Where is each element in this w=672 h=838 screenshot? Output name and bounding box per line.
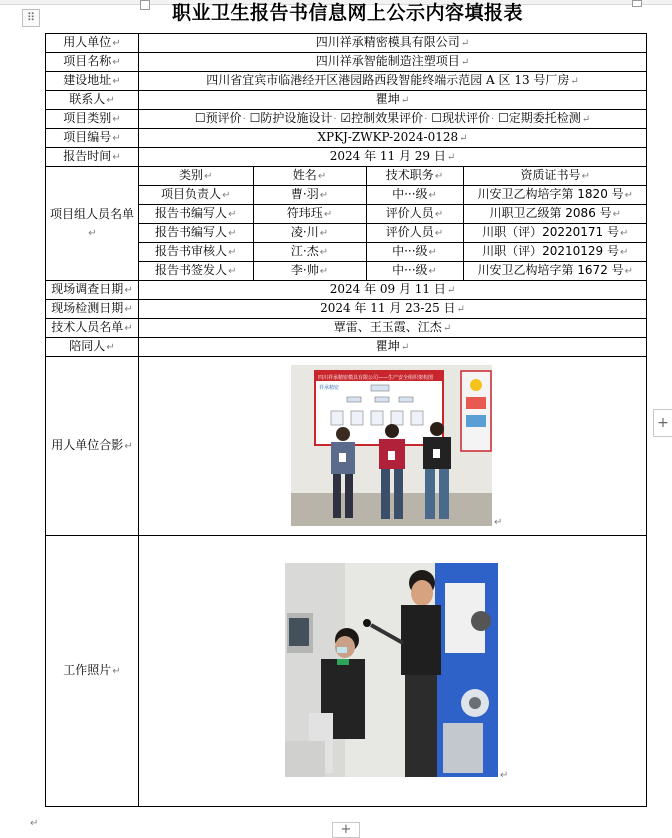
- employer-value[interactable]: 四川祥承精密模具有限公司↵: [139, 34, 647, 53]
- row-tech-staff: [46, 319, 647, 338]
- document-title: 职业卫生报告书信息网上公示内容填报表: [172, 2, 524, 24]
- add-column-icon[interactable]: +: [653, 409, 672, 437]
- work-photo-label: 工作照片↵: [46, 536, 139, 807]
- accompany-value[interactable]: 瞿坤↵: [139, 338, 647, 357]
- group-photo[interactable]: [291, 365, 492, 526]
- team-row: [139, 243, 647, 262]
- test-date-label: 现场检测日期↵: [46, 300, 139, 319]
- team-member-name[interactable]: 符玮珏↵: [253, 205, 366, 224]
- team-member-certificate[interactable]: 川职（评）20210129 号↵: [463, 243, 647, 262]
- team-member-name[interactable]: 凌·川↵: [253, 224, 366, 243]
- work-photo[interactable]: [285, 563, 498, 777]
- add-row-icon[interactable]: +: [332, 822, 360, 838]
- group-photo-image: [291, 365, 492, 526]
- document-title-clip: [0, 0, 672, 26]
- row-survey-date: [46, 281, 647, 300]
- team-member-certificate[interactable]: 川职卫乙级第 2086 号↵: [463, 205, 647, 224]
- team-row: [139, 205, 647, 224]
- team-member-certificate[interactable]: 川安卫乙构培字第 1672 号↵: [477, 263, 634, 277]
- paragraph-mark-icon: ↵: [494, 517, 503, 528]
- team-member-title[interactable]: 评价人员↵: [366, 205, 463, 224]
- board-logo: 祥承精密: [319, 385, 340, 391]
- category-option-control-effect[interactable]: ☑控制效果评价: [340, 111, 424, 125]
- address-value[interactable]: 四川省宜宾市临港经开区港园路西段智能终端示范园 A 区 13 号厂房↵: [139, 72, 647, 91]
- team-row: [139, 186, 647, 205]
- team-row: [139, 224, 647, 243]
- team-role[interactable]: 项目负责人↵: [139, 186, 253, 205]
- accompany-label: 陪同人↵: [46, 338, 139, 357]
- team-member-name[interactable]: 李·帅↵: [253, 262, 366, 281]
- team-cell: [139, 167, 647, 281]
- disclosure-table: [45, 33, 647, 807]
- project-name-label: 项目名称↵: [46, 53, 139, 72]
- row-employer: [46, 34, 647, 53]
- team-member-certificate[interactable]: 川职（评）20220171 号↵: [463, 224, 647, 243]
- row-report-time: [46, 148, 647, 167]
- team-member-title[interactable]: 中···级↵: [366, 243, 463, 262]
- team-member-certificate[interactable]: 川安卫乙构培字第 1820 号↵: [463, 186, 647, 205]
- tech-staff-label: 技术人员名单↵: [46, 319, 139, 338]
- contact-label: 联系人↵: [46, 91, 139, 110]
- work-photo-image: [285, 563, 498, 777]
- team-row: [139, 262, 647, 281]
- team-member-title[interactable]: 中···级↵: [366, 262, 463, 281]
- team-table: [139, 167, 647, 280]
- checkbox-icon[interactable]: ☐: [249, 111, 261, 125]
- row-group-photo: [46, 357, 647, 536]
- category-options: ☐预评价· ☐防护设施设计· ☑控制效果评价· ☐现状评价· ☐定期委托检测↵: [139, 110, 647, 129]
- team-header-title: 技术职务↵: [366, 167, 463, 186]
- team-role[interactable]: 报告书签发人↵: [139, 262, 253, 281]
- work-photo-cell: [139, 536, 647, 807]
- row-contact: [46, 91, 647, 110]
- team-role[interactable]: 报告书审核人↵: [139, 243, 253, 262]
- table-move-icon[interactable]: ⠿: [22, 9, 40, 27]
- row-work-photo: [46, 536, 647, 807]
- category-option-pre-evaluation[interactable]: ☐预评价: [194, 111, 242, 125]
- team-header-category: 类别↵: [139, 167, 253, 186]
- team-header-row: [139, 167, 647, 186]
- category-option-periodic-testing[interactable]: ☐定期委托检测: [498, 111, 581, 125]
- tech-staff-value[interactable]: 覃雷、王玉霞、江杰↵: [139, 319, 647, 338]
- row-category: [46, 110, 647, 129]
- team-role[interactable]: 报告书编写人↵: [139, 224, 253, 243]
- checkbox-icon[interactable]: ☐: [431, 111, 442, 125]
- project-name-value[interactable]: 四川祥承智能制造注塑项目↵: [139, 53, 647, 72]
- team-member-name[interactable]: 江·杰↵: [253, 243, 366, 262]
- paragraph-mark-icon: ↵: [30, 818, 39, 829]
- report-time-value[interactable]: 2024 年 11 月 29 日↵: [139, 148, 647, 167]
- team-member-name[interactable]: 曹·羽↵: [253, 186, 366, 205]
- team-header-certificate: 资质证书号↵: [463, 167, 647, 186]
- checkbox-icon[interactable]: ☐: [194, 111, 206, 125]
- team-header-name: 姓名↵: [253, 167, 366, 186]
- team-member-title[interactable]: 评价人员↵: [366, 224, 463, 243]
- group-photo-cell: [139, 357, 647, 536]
- contact-value[interactable]: 瞿坤↵: [139, 91, 647, 110]
- paragraph-mark-icon: ↵: [500, 770, 509, 781]
- row-test-date: [46, 300, 647, 319]
- team-role[interactable]: 报告书编写人↵: [139, 205, 253, 224]
- project-no-label: 项目编号↵: [46, 129, 139, 148]
- report-time-label: 报告时间↵: [46, 148, 139, 167]
- checkbox-icon[interactable]: ☐: [498, 111, 509, 125]
- row-team: [46, 167, 647, 281]
- board-title: 四川祥承精密模具有限公司——生产安全组织架构图: [318, 375, 434, 381]
- team-label: 项目组人员名单↵: [46, 167, 139, 281]
- row-address: [46, 72, 647, 91]
- test-date-value[interactable]: 2024 年 11 月 23-25 日↵: [139, 300, 647, 319]
- row-project-name: [46, 53, 647, 72]
- category-option-status-evaluation[interactable]: ☐现状评价: [431, 111, 490, 125]
- address-label: 建设地址↵: [46, 72, 139, 91]
- employer-label: 用人单位↵: [46, 34, 139, 53]
- category-label: 项目类别↵: [46, 110, 139, 129]
- check-icon[interactable]: ☑: [340, 111, 352, 125]
- team-member-title[interactable]: 中···级↵: [366, 186, 463, 205]
- survey-date-label: 现场调查日期↵: [46, 281, 139, 300]
- group-photo-label: 用人单位合影↵: [46, 357, 139, 536]
- row-accompany: [46, 338, 647, 357]
- project-no-value[interactable]: XPKJ-ZWKP-2024-0128↵: [139, 129, 647, 148]
- row-project-no: [46, 129, 647, 148]
- survey-date-value[interactable]: 2024 年 09 月 11 日↵: [139, 281, 647, 300]
- category-option-protection-design[interactable]: ☐防护设施设计: [249, 111, 333, 125]
